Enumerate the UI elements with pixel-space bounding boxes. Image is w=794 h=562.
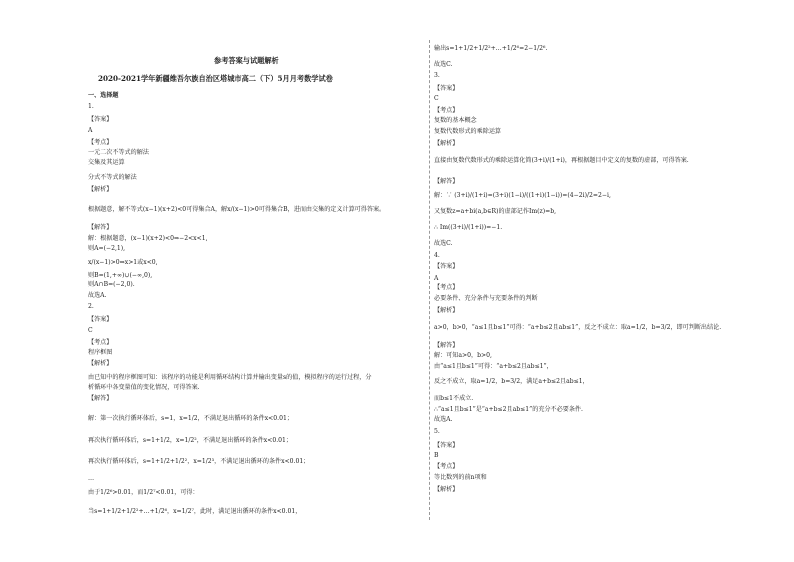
right_column-line: 【考点】	[434, 463, 459, 470]
right_column-line: 故选A.	[434, 416, 453, 423]
right_column-line: 必要条件、充分条件与充要条件的判断	[434, 295, 538, 302]
right_column-line: 【答案】	[434, 263, 459, 270]
left_column-line: C	[88, 327, 93, 334]
header-title: 参考答案与试题解析	[214, 56, 279, 65]
left_column-line: 析循环中各变量值的变化情况，可得答案.	[88, 384, 200, 391]
left_column-line: 由于1/2⁶>0.01，而1/2⁷<0.01，可得：	[88, 489, 199, 496]
right_column-line: B	[434, 452, 439, 459]
left_column-line: x/(x−1)>0⇒x>1或x<0,	[88, 259, 158, 266]
left_column-line: 【解析】	[88, 186, 113, 193]
right_column-line: 解：可知a>0，b>0,	[434, 352, 492, 359]
left_column-line: 一元二次不等式的解法	[88, 149, 149, 156]
right_column-line: 复数代数形式的乘除运算	[434, 128, 502, 135]
right_column-line: 解：∵ (3+i)/(1+i)=(3+i)(1−i)/((1+i)(1−i))=(4−2i)/2=2−i,	[434, 192, 611, 199]
right_column-line: 4.	[434, 252, 440, 259]
left_column-line: A	[88, 127, 93, 134]
left_column-line: 则A∩B=(−2,0).	[88, 281, 135, 288]
right_column-line: a>0，b>0，“a≤1且b≤1”可得：“a+b≤2且ab≤1”，反之不成立：取a=1/2，b=3/2，即可判断出结论.	[434, 324, 722, 331]
right_column-line: 【答案】	[434, 85, 459, 92]
left_column-line: …	[88, 475, 95, 482]
right_column-line: 【解答】	[434, 178, 459, 185]
right_column-line: 5.	[434, 428, 440, 435]
left_column-line: 【解答】	[88, 224, 113, 231]
right_column-line: ∴“a≤1且b≤1”是“a+b≤2且ab≤1”的充分不必要条件.	[434, 406, 583, 413]
right_column-line: 【解答】	[434, 342, 459, 349]
right_column-line: 输出s=1+1/2+1/2²+…+1/2⁶=2−1/2⁶.	[434, 45, 548, 52]
right_column-line: 而b≤1不成立.	[434, 395, 474, 402]
right_column-line: 又复数z=a+bi(a,b∈R)的虚部记作Im(z)=b,	[434, 208, 557, 215]
left_column-line: 故选A.	[88, 292, 107, 299]
header-subtitle: 2020-2021学年新疆维吾尔族自治区塔城市高二（下）5月月考数学试卷	[98, 74, 333, 83]
left_column-line: 1.	[88, 103, 94, 110]
right_column-line: 3.	[434, 72, 440, 79]
left_column-line: 【考点】	[88, 139, 113, 146]
left_column-line: 一、选择题	[88, 92, 119, 99]
left_column-line: 解：第一次执行循环体后，s=1，x=1/2，不满足退出循环的条件x<0.01；	[88, 415, 293, 422]
right_column-line: 【解析】	[434, 486, 459, 493]
right_column-line: 复数的基本概念	[434, 117, 477, 124]
right_column-line: ∴ Im((3+i)/(1+i))=−1.	[434, 224, 503, 231]
right_column-line: A	[434, 275, 439, 282]
left_column-line: 解：根据题意，(x−1)(x+2)<0⇒−2<x<1,	[88, 235, 208, 242]
right_column-line: 【解析】	[434, 307, 459, 314]
left_column-line: 则A=(−2,1),	[88, 245, 126, 252]
left_column-line: 【答案】	[88, 316, 113, 323]
left_column-line: 当s=1+1/2+1/2²+…+1/2⁶，x=1/2⁷，此时，满足退出循环的条件x<0.01，	[88, 508, 302, 515]
left_column-line: 【解析】	[88, 360, 113, 367]
right_column-line: 故选C.	[434, 61, 453, 68]
right_column-line: 【答案】	[434, 442, 459, 449]
left_column-line: 由已知中的程序框图可知：该程序的功能是利用循环结构计算并输出变量s的值，模拟程序的运行过程，分	[88, 374, 372, 381]
right_column-line: 【考点】	[434, 284, 459, 291]
left_column-line: 交集及其运算	[88, 159, 125, 166]
right_column-line: 故选C.	[434, 240, 453, 247]
left_column-line: 则B=(1,+∞)∪(−∞,0),	[88, 272, 153, 279]
left_column-line: 【考点】	[88, 339, 113, 346]
left_column-line: 【答案】	[88, 116, 113, 123]
right_column-line: 直接由复数代数形式的乘除运算化简(3+i)/(1+i)，再根据题目中定义的复数的虚部，可得答案.	[434, 157, 689, 164]
right_column-line: 【考点】	[434, 107, 459, 114]
right_column-line: C	[434, 95, 439, 102]
left_column-line: 2.	[88, 303, 94, 310]
right_column-line: 【解析】	[434, 140, 459, 147]
left_column-line: 分式不等式的解法	[88, 174, 137, 181]
column-divider	[429, 40, 430, 520]
left_column-line: 【解答】	[88, 395, 113, 402]
left_column-line: 根据题意，解不等式(x−1)(x+2)<0可得集合A，解x/(x−1)>0可得集合B，进而由交集的定义计算可得答案。	[88, 206, 386, 213]
right_column-line: 等比数列的前n项和	[434, 474, 487, 481]
left_column-line: 再次执行循环体后，s=1+1/2+1/2²，x=1/2³，不满足退出循环的条件x<0.01；	[88, 458, 310, 465]
left_column-line: 程序框图	[88, 349, 113, 356]
right_column-line: 反之不成立，取a=1/2，b=3/2，满足a+b≤2且ab≤1，	[434, 378, 589, 385]
right_column-line: 由“a≤1且b≤1”可得：“a+b≤2且ab≤1”，	[434, 363, 553, 370]
left_column-line: 再次执行循环体后，s=1+1/2，x=1/2²，不满足退出循环的条件x<0.01；	[88, 437, 292, 444]
